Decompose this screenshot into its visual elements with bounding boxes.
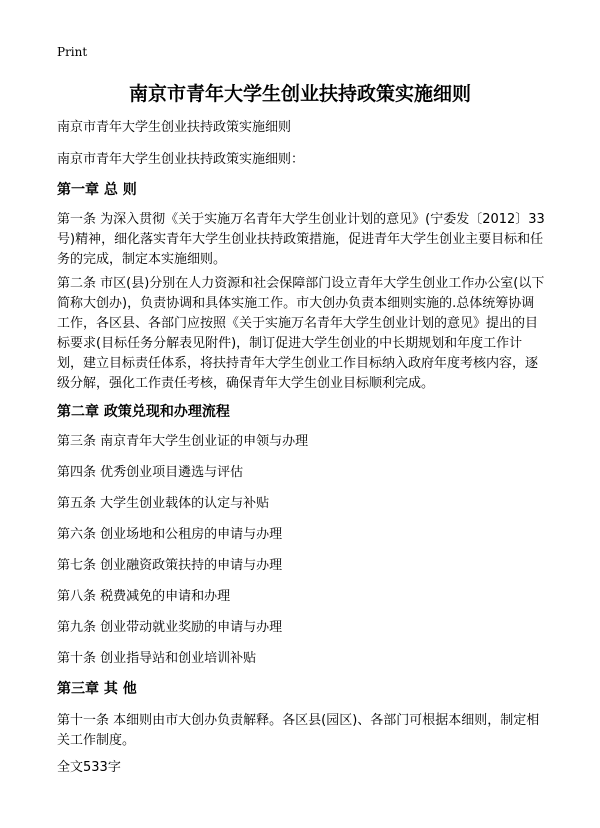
article-10: 第十条 创业指导站和创业培训补贴 xyxy=(57,651,257,666)
article-2: 第二条 市区(县)分别在人力资源和社会保障部门设立青年大学生创业工作办公室(以下简称大创办)，负责协调和具体实施工作。市大创办负责本细则实施的.总体统筹协调工作，各区县、各部门应按照《关于实施万名青年大学生创业计划的意见》提出的目标要求(目标任务分解表见附件)，制订促进大学生创业的中长期规划和年度工作计划，建立目标责任体系，将扶持青年大学生创业工作目标纳入政府年度考核内容，逐级分解，强化工作责任考核，确保青年大学生创业目标顺利完成。 xyxy=(57,276,545,391)
chapter-2-heading: 第二章 政策兑现和办理流程 xyxy=(57,404,230,420)
intro-line-2: 南京市青年大学生创业扶持政策实施细则： xyxy=(57,152,305,167)
article-7: 第七条 创业融资政策扶持的申请与办理 xyxy=(57,558,283,573)
article-8: 第八条 税费减免的申请和办理 xyxy=(57,589,231,604)
document-title: 南京市青年大学生创业扶持政策实施细则 xyxy=(128,83,471,105)
print-link[interactable]: Print xyxy=(57,45,88,59)
chapter-1-heading: 第一章 总 则 xyxy=(57,182,137,198)
word-count: 全文533字 xyxy=(57,760,121,775)
article-3: 第三条 南京青年大学生创业证的申领与办理 xyxy=(57,434,309,449)
article-11: 第十一条 本细则由市大创办负责解释。各区县(园区)、各部门可根据本细则，制定相关工作制度。 xyxy=(57,713,540,748)
article-4: 第四条 优秀创业项目遴选与评估 xyxy=(57,465,244,480)
chapter-3-heading: 第三章 其 他 xyxy=(57,681,137,697)
article-5: 第五条 大学生创业载体的认定与补贴 xyxy=(57,496,270,511)
article-1: 第一条 为深入贯彻《关于实施万名青年大学生创业计划的意见》(宁委发〔2012〕33号)精神，细化落实青年大学生创业扶持政策措施，促进青年大学生创业主要目标和任务的完成，制定本实施细则。 xyxy=(57,212,545,267)
intro-line-1: 南京市青年大学生创业扶持政策实施细则 xyxy=(57,120,292,135)
article-9: 第九条 创业带动就业奖励的申请与办理 xyxy=(57,620,283,635)
article-6: 第六条 创业场地和公租房的申请与办理 xyxy=(57,527,283,542)
